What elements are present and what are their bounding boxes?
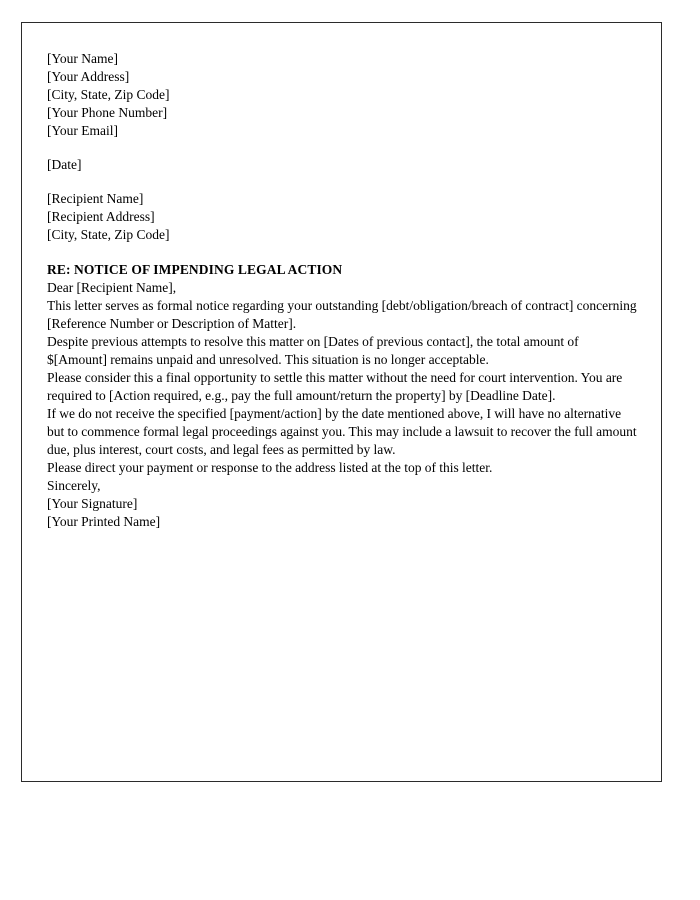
body-paragraph-1: This letter serves as formal notice regarding your outstanding [debt/obligation/breach of contract] concerning [Reference Number or Description of Matter]. — [47, 298, 637, 331]
letter-page-border — [21, 22, 662, 782]
recipient-name: [Recipient Name] — [47, 191, 144, 206]
recipient-address: [Recipient Address] — [47, 209, 155, 224]
sender-phone: [Your Phone Number] — [47, 105, 168, 120]
body-paragraph-5: Please direct your payment or response to the address listed at the top of this letter. — [47, 460, 493, 475]
sender-address: [Your Address] — [47, 69, 130, 84]
spacer-after-date — [47, 174, 640, 190]
salutation-text: Dear [Recipient Name], — [47, 280, 177, 295]
printed-name-placeholder: [Your Printed Name] — [47, 514, 161, 529]
signature-placeholder: [Your Signature] — [47, 496, 138, 511]
body-paragraph-2: Despite previous attempts to resolve this matter on [Dates of previous contact], the total amount of $[Amount] remains unpaid and unresolved. This situation is no longer acceptable. — [47, 334, 579, 367]
sender-address-block — [47, 50, 640, 140]
body-paragraph-4: If we do not receive the specified [payment/action] by the date mentioned above, I will have no alternative but to commence formal legal proceedings against you. This may include a lawsuit to recover the full amount due, plus interest, court costs, and legal fees as permitted by law. — [47, 406, 637, 457]
closing-valediction: Sincerely, — [47, 478, 101, 493]
date-block — [47, 156, 640, 174]
letter-content — [22, 23, 661, 781]
recipient-address-block — [47, 190, 640, 244]
recipient-city-state-zip: [City, State, Zip Code] — [47, 227, 170, 242]
spacer-after-sender — [47, 140, 640, 156]
salutation — [47, 279, 639, 297]
spacer-after-recipient — [47, 244, 640, 261]
sender-email: [Your Email] — [47, 123, 119, 138]
sender-city-state-zip: [City, State, Zip Code] — [47, 87, 170, 102]
subject-line: RE: NOTICE OF IMPENDING LEGAL ACTION — [47, 262, 343, 277]
body-paragraph-3: Please consider this a final opportunity to settle this matter without the need for court intervention. You are required to [Action required, e.g., pay the full amount/return the property] by [Deadline Date]. — [47, 370, 623, 403]
letter-date: [Date] — [47, 157, 82, 172]
sender-name: [Your Name] — [47, 51, 118, 66]
